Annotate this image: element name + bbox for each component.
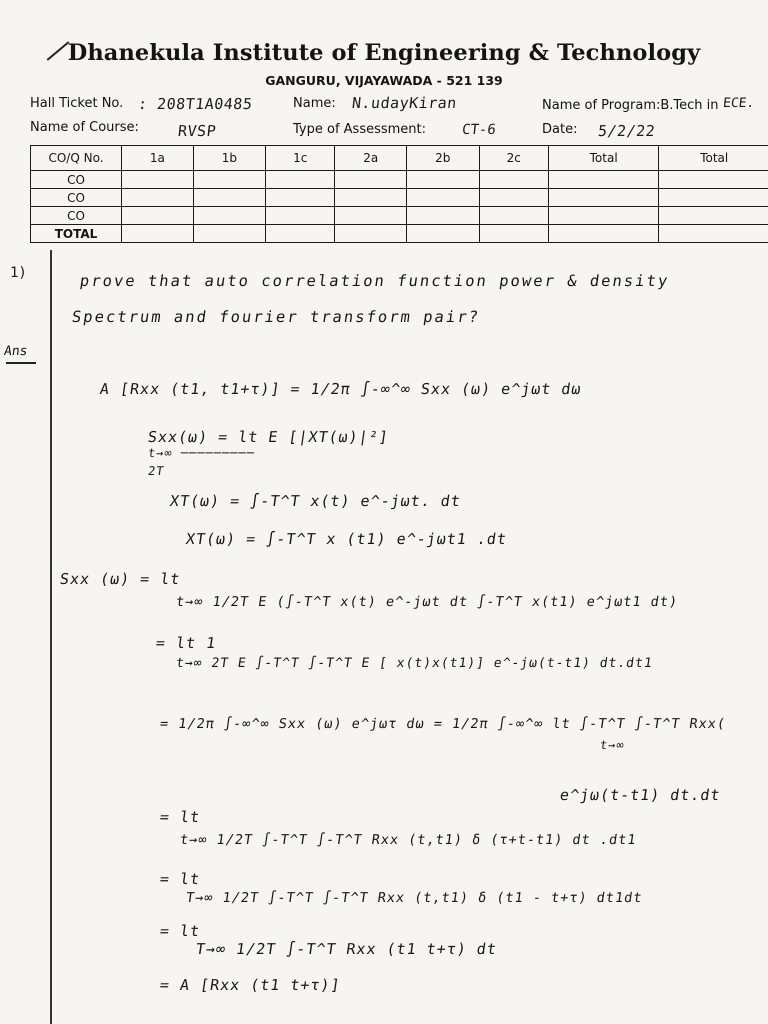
row-label: TOTAL [31, 225, 122, 243]
derivation-line: XT(ω) = ∫-T^T x (t1) e^-jωt1 .dt [184, 530, 509, 548]
derivation-line: t→∞ 1/2T ∫-T^T ∫-T^T Rxx (t,t1) δ (τ+t-t1) dt .dt1 [178, 832, 638, 848]
question-text-line-1: prove that auto correlation function power & density [78, 272, 671, 290]
margin-line [50, 250, 52, 1024]
col-header: Total [548, 146, 659, 171]
derivation-line: Sxx(ω) = lt E [|XT(ω)|²] [146, 428, 391, 446]
row-label: CO [31, 207, 122, 225]
col-header: 2c [479, 146, 548, 171]
assessment-label: Type of Assessment: [293, 122, 427, 137]
derivation-line: = A [Rxx (t1 t+τ)] [158, 976, 342, 994]
derivation-line: Sxx (ω) = lt [58, 570, 182, 588]
row-label: CO [31, 189, 122, 207]
row-label: CO [31, 171, 122, 189]
derivation-line: = 1/2π ∫-∞^∞ Sxx (ω) e^jωτ dω = 1/2π ∫-∞^∞ lt ∫-T^T ∫-T^T Rxx( [158, 716, 728, 732]
course-value: RVSP [177, 122, 218, 140]
derivation-line: t→∞ 2T E ∫-T^T ∫-T^T E [ x(t)x(t1)] e^-jω(t-t1) dt.dt1 [174, 656, 654, 671]
course-label: Name of Course: [30, 120, 139, 135]
marks-table-total-row [31, 225, 768, 243]
question-text-line-2: Spectrum and fourier transform pair? [70, 308, 482, 326]
marks-table-header-row [31, 146, 768, 171]
derivation-line: A [Rxx (t1, t1+τ)] = 1/2π ∫-∞^∞ Sxx (ω) e^jωt dω [98, 380, 583, 398]
name-label: Name: [293, 96, 336, 111]
date-label: Date: [542, 122, 578, 137]
marks-table-row [31, 171, 768, 189]
date-value: 5/2/22 [597, 122, 657, 140]
col-header: 2a [335, 146, 407, 171]
answer-label-underline [6, 362, 36, 364]
answer-label: Ans [2, 344, 29, 359]
derivation-line: T→∞ 1/2T ∫-T^T ∫-T^T Rxx (t,t1) δ (t1 - t+τ) dt1dt [184, 890, 644, 906]
name-value: N.udayKiran [351, 94, 458, 112]
derivation-line: = lt 1 [154, 634, 218, 652]
derivation-line: t→∞ 1/2T E (∫-T^T x(t) e^-jωt dt ∫-T^T x(t1) e^jωt1 dt) [174, 594, 680, 610]
institute-address: GANGURU, VIJAYAWADA - 521 139 [265, 73, 503, 88]
hall-ticket-value: : 208T1A0485 [137, 95, 254, 113]
derivation-line: 2T [147, 464, 166, 478]
derivation-line: e^jω(t-t1) dt.dt [558, 786, 722, 804]
marks-table-row [31, 189, 768, 207]
col-header: 1b [193, 146, 265, 171]
institute-name: Dhanekula Institute of Engineering & Technology [67, 40, 701, 66]
hall-ticket-label: Hall Ticket No. [30, 96, 124, 111]
marks-table [30, 145, 768, 243]
col-header: CO/Q No. [31, 146, 122, 171]
assessment-value: CT-6 [461, 122, 497, 138]
col-header: 1c [266, 146, 335, 171]
derivation-line: = lt [158, 870, 202, 888]
col-header: Total [659, 146, 768, 171]
program-label: Name of Program:B.Tech in [542, 98, 719, 113]
derivation-line: = lt [158, 922, 202, 940]
question-number: 1) [10, 265, 27, 281]
derivation-line: t→∞ ───────── [147, 446, 256, 460]
col-header: 1a [122, 146, 194, 171]
derivation-line: t→∞ [599, 738, 626, 752]
marks-table-row [31, 207, 768, 225]
derivation-line: XT(ω) = ∫-T^T x(t) e^-jωt. dt [168, 492, 463, 510]
program-value: ECE. [722, 96, 756, 111]
col-header: 2b [407, 146, 479, 171]
derivation-line: T→∞ 1/2T ∫-T^T Rxx (t1 t+τ) dt [194, 940, 499, 958]
derivation-line: = lt [158, 808, 202, 826]
